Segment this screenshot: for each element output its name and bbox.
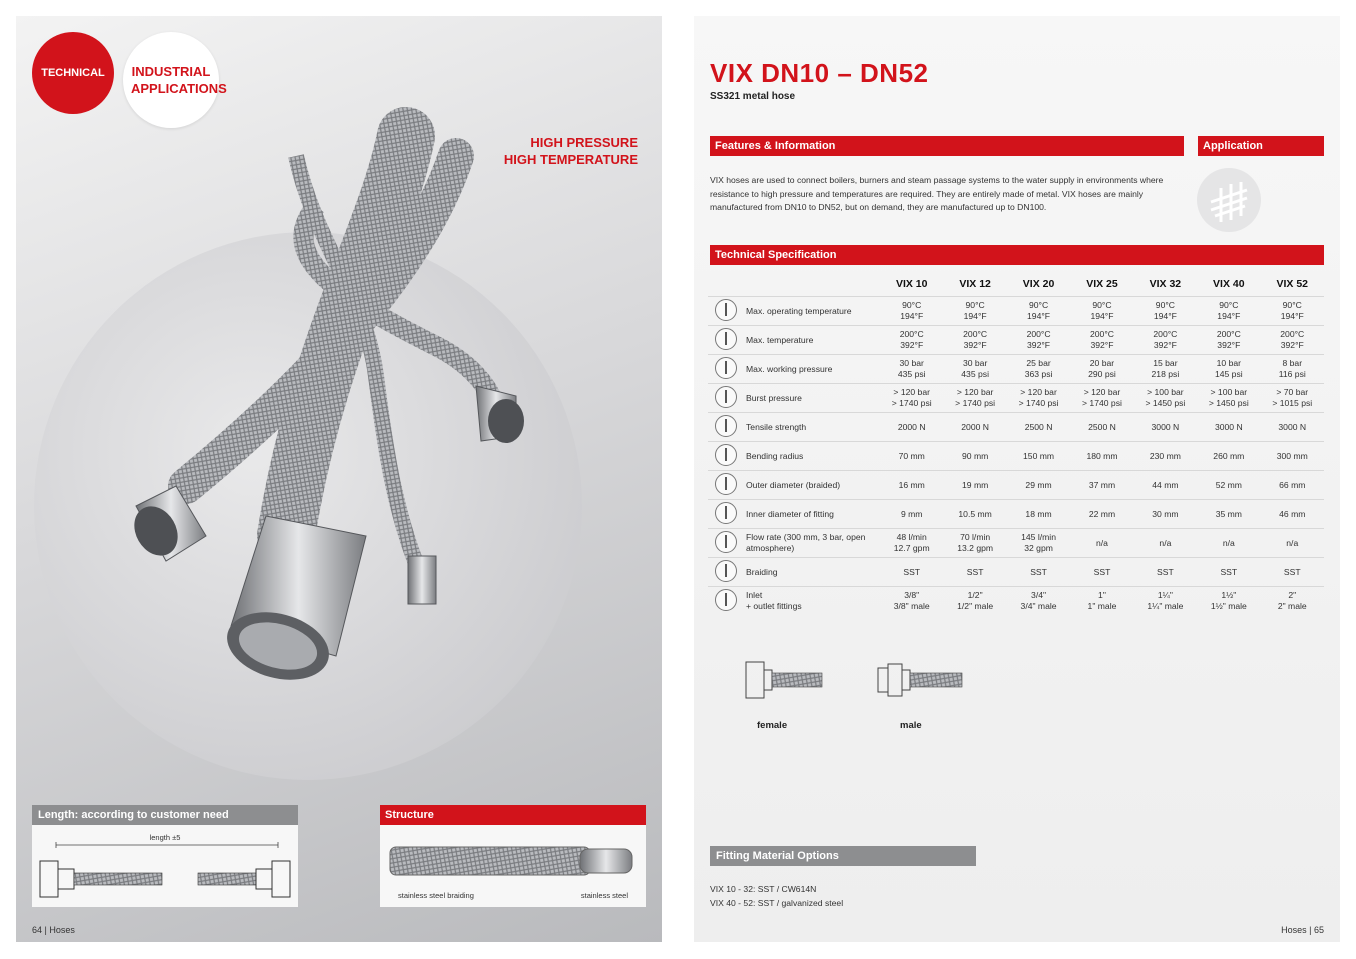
- right-footer: Hoses | 65: [1281, 925, 1324, 935]
- spec-row-label: Tensile strength: [744, 413, 880, 442]
- spec-cell: 2500 N: [1070, 413, 1133, 442]
- spec-row: [708, 529, 1324, 558]
- spec-cell: 30 bar 435 psi: [943, 355, 1006, 384]
- spec-cell: 2" 2" male: [1261, 587, 1324, 616]
- spec-cell: 200°C 392°F: [880, 326, 943, 355]
- spec-cell: 200°C 392°F: [1134, 326, 1197, 355]
- spec-row-label: Max. working pressure: [744, 355, 880, 384]
- spec-cell: > 120 bar > 1740 psi: [943, 384, 1006, 413]
- spec-row: [708, 413, 1324, 442]
- spec-row-label: Inner diameter of fitting: [744, 500, 880, 529]
- spec-cell: 3/8" 3/8" male: [880, 587, 943, 616]
- spec-cell: SST: [1007, 558, 1070, 587]
- structure-label-steel: stainless steel: [580, 891, 628, 900]
- length-drawing-icon: [32, 825, 298, 907]
- spec-cell: 90°C 194°F: [1070, 297, 1133, 326]
- col-header: VIX 52: [1276, 278, 1309, 290]
- spec-row: [708, 500, 1324, 529]
- spec-icon-col: [708, 272, 744, 297]
- spec-cell: 22 mm: [1070, 500, 1133, 529]
- spec-row-label: Inlet + outlet fittings: [744, 587, 880, 616]
- spec-cell: 25 bar 363 psi: [1007, 355, 1070, 384]
- braiding-icon: [715, 560, 737, 582]
- left-page: [16, 16, 662, 942]
- spec-cell: 44 mm: [1134, 471, 1197, 500]
- right-page: [694, 16, 1340, 942]
- length-box: [32, 825, 298, 907]
- spec-cell: 150 mm: [1007, 442, 1070, 471]
- spec-row-label: Flow rate (300 mm, 3 bar, open atmosphere): [744, 529, 880, 558]
- spec-row: [708, 384, 1324, 413]
- spec-cell: 3000 N: [1197, 413, 1260, 442]
- spec-row-label: Bending radius: [744, 442, 880, 471]
- col-header: VIX 32: [1149, 278, 1182, 290]
- spec-cell: 15 bar 218 psi: [1134, 355, 1197, 384]
- spec-cell: 48 l/min 12.7 gpm: [880, 529, 943, 558]
- spec-row-label: Burst pressure: [744, 384, 880, 413]
- structure-box-header: Structure: [380, 805, 646, 825]
- fitting-icon: [715, 589, 737, 611]
- spec-cell: 2000 N: [943, 413, 1006, 442]
- headline-line1: HIGH PRESSURE: [530, 135, 638, 150]
- spec-row: [708, 297, 1324, 326]
- col-header: VIX 20: [1022, 278, 1055, 290]
- spec-cell: > 120 bar > 1740 psi: [1070, 384, 1133, 413]
- spec-header-row: [708, 272, 1324, 297]
- spec-cell: > 100 bar > 1450 psi: [1134, 384, 1197, 413]
- page-subtitle: SS321 metal hose: [710, 91, 796, 102]
- spec-cell: 1¼" 1¼" male: [1134, 587, 1197, 616]
- tech-spec-header: Technical Specification: [710, 245, 1324, 265]
- spec-row: [708, 558, 1324, 587]
- spec-row-label: Max. temperature: [744, 326, 880, 355]
- fitting-option-1: VIX 10 - 32: SST / CW614N: [710, 884, 817, 894]
- features-text: VIX hoses are used to connect boilers, burners and steam passage systems to the water supply in environments where resistance to high pressure and temperatures are required. They are entirely made of metal. VIX hoses are mainly manufactured from DN10 to DN52, but on demand, they are manufactured up to DN100.: [710, 175, 1164, 212]
- spec-cell: 37 mm: [1070, 471, 1133, 500]
- structure-label-braiding: stainless steel braiding: [398, 891, 474, 900]
- spec-cell: 145 l/min 32 gpm: [1007, 529, 1070, 558]
- spec-row: [708, 442, 1324, 471]
- badge-industrial: [123, 32, 227, 128]
- spec-cell: n/a: [1070, 529, 1133, 558]
- spec-cell: 46 mm: [1261, 500, 1324, 529]
- spec-cell: 3000 N: [1261, 413, 1324, 442]
- burst-gauge-icon: [715, 386, 737, 408]
- spec-cell: 2500 N: [1007, 413, 1070, 442]
- spec-cell: 90°C 194°F: [1261, 297, 1324, 326]
- male-label: male: [900, 720, 922, 731]
- spec-cell: 90°C 194°F: [943, 297, 1006, 326]
- badge-technical-text: TECHNICAL: [41, 67, 105, 79]
- spec-cell: 9 mm: [880, 500, 943, 529]
- spec-cell: SST: [943, 558, 1006, 587]
- spec-cell: 90 mm: [943, 442, 1006, 471]
- spec-cell: 3/4" 3/4" male: [1007, 587, 1070, 616]
- spec-cell: 90°C 194°F: [1134, 297, 1197, 326]
- col-header: VIX 12: [959, 278, 991, 290]
- structure-box: [380, 825, 646, 907]
- spec-cell: 20 bar 290 psi: [1070, 355, 1133, 384]
- spec-cell: 180 mm: [1070, 442, 1133, 471]
- spec-label-col: [744, 272, 880, 297]
- fitting-option-2: VIX 40 - 52: SST / galvanized steel: [710, 898, 844, 908]
- col-header: VIX 10: [895, 278, 928, 290]
- tensile-icon: [715, 415, 737, 437]
- spec-row-label: Braiding: [744, 558, 880, 587]
- thermometer-icon: [715, 328, 737, 350]
- badge-technical: [32, 32, 114, 114]
- spec-cell: > 70 bar > 1015 psi: [1261, 384, 1324, 413]
- spec-cell: 30 mm: [1134, 500, 1197, 529]
- spec-cell: 70 l/min 13.2 gpm: [943, 529, 1006, 558]
- thermometer-icon: [715, 299, 737, 321]
- diameter-icon: [715, 502, 737, 524]
- spec-cell: > 100 bar > 1450 psi: [1197, 384, 1260, 413]
- spec-row-label: Outer diameter (braided): [744, 471, 880, 500]
- spec-row: [708, 471, 1324, 500]
- spec-cell: 90°C 194°F: [1007, 297, 1070, 326]
- spec-cell: 300 mm: [1261, 442, 1324, 471]
- application-pipes-icon: [1197, 168, 1261, 232]
- spec-cell: SST: [880, 558, 943, 587]
- spec-cell: n/a: [1197, 529, 1260, 558]
- female-label: female: [757, 720, 788, 731]
- spec-cell: 1½" 1½" male: [1197, 587, 1260, 616]
- spec-row: [708, 326, 1324, 355]
- spec-cell: 260 mm: [1197, 442, 1260, 471]
- spec-cell: > 120 bar > 1740 psi: [1007, 384, 1070, 413]
- spec-cell: 70 mm: [880, 442, 943, 471]
- spec-cell: 90°C 194°F: [880, 297, 943, 326]
- spec-cell: 29 mm: [1007, 471, 1070, 500]
- spec-cell: 1/2" 1/2" male: [943, 587, 1006, 616]
- spec-cell: 90°C 194°F: [1197, 297, 1260, 326]
- fitting-options: [710, 882, 843, 910]
- spec-cell: SST: [1197, 558, 1260, 587]
- spec-cell: n/a: [1261, 529, 1324, 558]
- spec-row: [708, 355, 1324, 384]
- spec-row: [708, 587, 1324, 616]
- diameter-icon: [715, 473, 737, 495]
- bending-icon: [715, 444, 737, 466]
- spec-cell: 16 mm: [880, 471, 943, 500]
- headline-line2: HIGH TEMPERATURE: [503, 152, 638, 167]
- spec-cell: 200°C 392°F: [1261, 326, 1324, 355]
- col-header: VIX 40: [1213, 278, 1245, 290]
- headline: [504, 134, 638, 168]
- spec-cell: 200°C 392°F: [943, 326, 1006, 355]
- spec-cell: 1" 1" male: [1070, 587, 1133, 616]
- length-box-header: Length: according to customer need: [32, 805, 298, 825]
- col-header: VIX 25: [1086, 278, 1118, 290]
- spec-cell: 200°C 392°F: [1197, 326, 1260, 355]
- application-header: Application: [1198, 136, 1324, 156]
- spec-cell: 66 mm: [1261, 471, 1324, 500]
- spec-cell: 230 mm: [1134, 442, 1197, 471]
- spec-cell: 35 mm: [1197, 500, 1260, 529]
- spec-cell: 52 mm: [1197, 471, 1260, 500]
- spec-cell: n/a: [1134, 529, 1197, 558]
- spec-cell: SST: [1261, 558, 1324, 587]
- spec-cell: 30 bar 435 psi: [880, 355, 943, 384]
- spec-cell: 3000 N: [1134, 413, 1197, 442]
- pressure-gauge-icon: [715, 357, 737, 379]
- spec-row-label: Max. operating temperature: [744, 297, 880, 326]
- spec-table: [708, 272, 1324, 615]
- spec-cell: 200°C 392°F: [1070, 326, 1133, 355]
- spec-cell: > 120 bar > 1740 psi: [880, 384, 943, 413]
- left-footer: 64 | Hoses: [32, 925, 75, 935]
- spec-cell: 18 mm: [1007, 500, 1070, 529]
- male-fitting-icon: [876, 656, 966, 706]
- spec-cell: 8 bar 116 psi: [1261, 355, 1324, 384]
- fitting-options-header: Fitting Material Options: [710, 846, 976, 866]
- spec-cell: 10.5 mm: [943, 500, 1006, 529]
- spec-cell: 2000 N: [880, 413, 943, 442]
- spec-cell: 10 bar 145 psi: [1197, 355, 1260, 384]
- structure-drawing-icon: [380, 835, 646, 895]
- badge-industrial-text: INDUSTRIAL APPLICATIONS: [131, 64, 227, 96]
- spec-cell: 19 mm: [943, 471, 1006, 500]
- spec-cell: SST: [1134, 558, 1197, 587]
- spec-cell: SST: [1070, 558, 1133, 587]
- features-header: Features & Information: [710, 136, 1184, 156]
- page-title: VIX DN10 – DN52: [710, 58, 929, 88]
- female-fitting-icon: [742, 656, 828, 706]
- flow-icon: [715, 531, 737, 553]
- spec-cell: 200°C 392°F: [1007, 326, 1070, 355]
- length-dimension-label: length ±5: [149, 833, 181, 842]
